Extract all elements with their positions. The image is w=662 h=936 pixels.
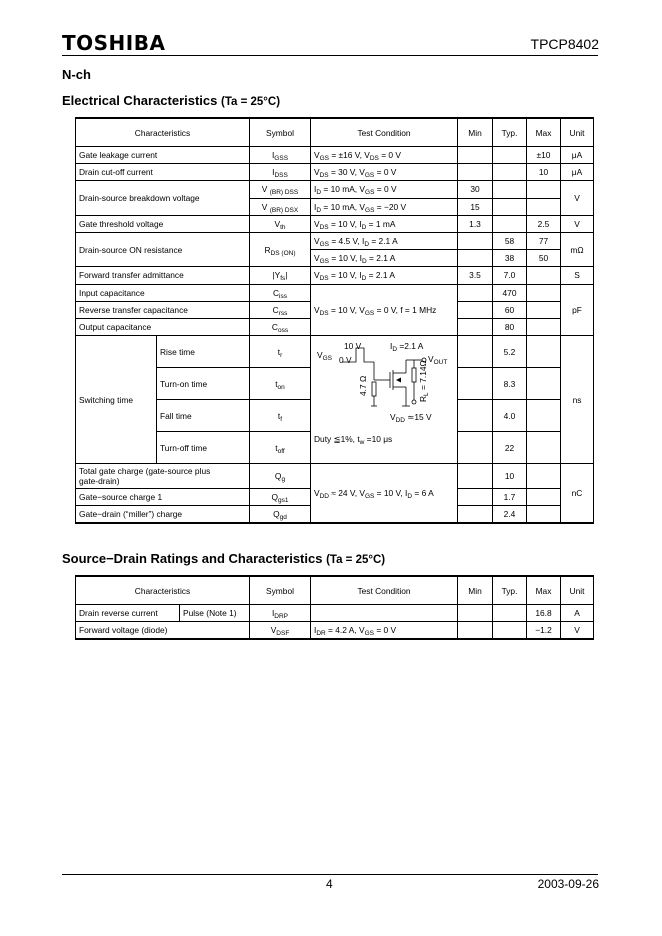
symbol: V $_{(BR) DSX}$	[250, 198, 311, 215]
unit-value: A	[561, 605, 594, 622]
symbol: $t_{on}$	[250, 368, 311, 400]
test-condition	[311, 605, 458, 622]
max-value	[527, 301, 561, 318]
electrical-title	[62, 93, 280, 108]
char-name: Switching time	[76, 336, 157, 464]
unit-value: nC	[561, 464, 594, 524]
typ-value	[493, 147, 527, 164]
electrical-condition: (Ta = 25°C)	[221, 96, 281, 108]
max-value	[527, 506, 561, 524]
test-condition: $I_{DR} = 4.2$ A, $V_{GS} = 0$ V	[311, 622, 458, 640]
max-value	[527, 284, 561, 301]
col-test: Test Condition	[311, 576, 458, 605]
typ-value	[493, 198, 527, 215]
test-condition: $I_D = 10$ mA, $V_{GS} = -20$ V	[311, 198, 458, 215]
symbol: $t_f$	[250, 400, 311, 432]
max-value	[527, 267, 561, 284]
typ-value: 7.0	[493, 267, 527, 284]
typ-value: 5.2	[493, 336, 527, 368]
table-row	[76, 232, 594, 249]
part-number: TPCP8402	[530, 36, 599, 52]
typ-value: 8.3	[493, 368, 527, 400]
min-value: 30	[458, 181, 493, 198]
vdd-label: $V_{DD}$ ≃15 V	[390, 412, 432, 425]
symbol: $C_{oss}$	[250, 318, 311, 335]
symbol: $R_{DS (ON)}$	[250, 232, 311, 266]
typ-value	[493, 181, 527, 198]
sub-char-name: Turn-on time	[157, 368, 250, 400]
sub-char-name: Turn-off time	[157, 432, 250, 464]
pulse-low-label: 0 V	[339, 355, 352, 366]
test-condition: $V_{DS} = 30$ V, $V_{GS} = 0$ V	[311, 164, 458, 181]
pulse-high-label: 10 V	[344, 341, 362, 352]
char-name: Total gate charge (gate-source plus gate-drain)	[76, 464, 250, 489]
sub-char-name: Fall time	[157, 400, 250, 432]
col-symbol: Symbol	[250, 118, 311, 147]
table-row	[76, 267, 594, 284]
max-value: 50	[527, 250, 561, 267]
col-characteristics: Characteristics	[76, 118, 250, 147]
char-name: Gate threshold voltage	[76, 215, 250, 232]
min-value	[458, 506, 493, 524]
typ-value: 38	[493, 250, 527, 267]
unit-value: V	[561, 215, 594, 232]
typ-value: 1.7	[493, 489, 527, 506]
vgs-label: $V_{GS}$	[317, 350, 332, 363]
min-value	[458, 232, 493, 249]
symbol: $t_r$	[250, 336, 311, 368]
unit-value: μA	[561, 147, 594, 164]
unit-value: S	[561, 267, 594, 284]
max-value	[527, 336, 561, 368]
typ-value: 10	[493, 464, 527, 489]
load-resistor-label: $R_L = 7.14\Omega$	[418, 360, 430, 403]
electrical-title-text: Electrical Characteristics	[62, 93, 218, 108]
col-max: Max	[527, 576, 561, 605]
col-typ: Typ.	[493, 118, 527, 147]
table-header-row	[76, 118, 594, 147]
char-name: Gate−drain (“miller”) charge	[76, 506, 250, 524]
electrical-characteristics-table	[75, 117, 594, 524]
col-symbol: Symbol	[250, 576, 311, 605]
col-unit: Unit	[561, 118, 594, 147]
pulse-note: Pulse (Note 1)	[180, 605, 250, 622]
test-condition: $V_{DS} = 10$ V, $V_{GS} = 0$ V, f = 1 MHz	[311, 284, 458, 336]
symbol: $I_{GSS}$	[250, 147, 311, 164]
symbol: $V_{DSF}$	[250, 622, 311, 640]
min-value	[458, 368, 493, 400]
min-value: 3.5	[458, 267, 493, 284]
col-typ: Typ.	[493, 576, 527, 605]
min-value	[458, 301, 493, 318]
char-name: Drain-source breakdown voltage	[76, 181, 250, 215]
symbol: $C_{iss}$	[250, 284, 311, 301]
char-name: Forward transfer admittance	[76, 267, 250, 284]
typ-value: 60	[493, 301, 527, 318]
vdd-terminal	[412, 400, 416, 404]
unit-value: pF	[561, 284, 594, 336]
unit-value: mΩ	[561, 232, 594, 266]
char-name: Drain-source ON resistance	[76, 232, 250, 266]
typ-value: 22	[493, 432, 527, 464]
test-condition: $V_{DS} = 10$ V, $I_D = 2.1$ A	[311, 267, 458, 284]
test-condition: $V_{GS} = 4.5$ V, $I_D = 2.1$ A	[311, 232, 458, 249]
char-name: Gate−source charge 1	[76, 489, 250, 506]
min-value	[458, 622, 493, 640]
typ-value: 2.4	[493, 506, 527, 524]
switching-test-circuit	[311, 336, 458, 464]
unit-value: μA	[561, 164, 594, 181]
min-value	[458, 489, 493, 506]
vout-label: $V_{OUT}$	[428, 354, 448, 367]
min-value	[458, 318, 493, 335]
col-characteristics: Characteristics	[76, 576, 250, 605]
symbol: $Q_{gs1}$	[250, 489, 311, 506]
symbol: $Q_{gd}$	[250, 506, 311, 524]
footer-rule	[62, 874, 598, 875]
typ-value	[493, 164, 527, 181]
min-value	[458, 432, 493, 464]
unit-value: V	[561, 622, 594, 640]
col-test: Test Condition	[311, 118, 458, 147]
table-row	[76, 605, 594, 622]
min-value	[458, 605, 493, 622]
typ-value: 4.0	[493, 400, 527, 432]
min-value	[458, 284, 493, 301]
min-value	[458, 147, 493, 164]
max-value	[527, 318, 561, 335]
typ-value: 80	[493, 318, 527, 335]
max-value: 16.8	[527, 605, 561, 622]
unit-value: ns	[561, 336, 594, 464]
symbol: V $_{(BR) DSS}$	[250, 181, 311, 198]
sd-title-text: Source−Drain Ratings and Characteristics	[62, 551, 323, 566]
col-unit: Unit	[561, 576, 594, 605]
symbol: $Q_g$	[250, 464, 311, 489]
typ-value: 58	[493, 232, 527, 249]
max-value: 77	[527, 232, 561, 249]
char-name: Output capacitance	[76, 318, 250, 335]
char-name: Input capacitance	[76, 284, 250, 301]
max-value	[527, 464, 561, 489]
table-row	[76, 181, 594, 198]
min-value	[458, 400, 493, 432]
symbol: $I_{DSS}$	[250, 164, 311, 181]
min-value	[458, 336, 493, 368]
test-condition: $V_{DD} \approx 24$ V, $V_{GS} = 10$ V, $I_D = 6$ A	[311, 464, 458, 524]
max-value: ±10	[527, 147, 561, 164]
circuit-lines	[314, 340, 454, 426]
unit-value: V	[561, 181, 594, 215]
typ-value	[493, 622, 527, 640]
duty-note: Duty ≦1%, $t_w =10$ μs	[314, 434, 393, 447]
symbol: $|Y_{fs}|$	[250, 267, 311, 284]
col-min: Min	[458, 118, 493, 147]
col-max: Max	[527, 118, 561, 147]
test-condition: $V_{DS} = 10$ V, $I_D = 1$ mA	[311, 215, 458, 232]
col-min: Min	[458, 576, 493, 605]
test-condition: $V_{GS} = 10$ V, $I_D = 2.1$ A	[311, 250, 458, 267]
test-condition: $I_D = 10$ mA, $V_{GS} = 0$ V	[311, 181, 458, 198]
gate-resistor-label: 4.7 Ω	[358, 375, 368, 397]
max-value	[527, 432, 561, 464]
min-value	[458, 164, 493, 181]
max-value	[527, 181, 561, 198]
min-value: 15	[458, 198, 493, 215]
typ-value	[493, 605, 527, 622]
drain-current-label: $I_D =2.1$ A	[390, 341, 424, 354]
max-value	[527, 489, 561, 506]
char-name: Forward voltage (diode)	[76, 622, 250, 640]
footer-date: 2003-09-26	[537, 877, 599, 891]
symbol: $t_{off}$	[250, 432, 311, 464]
table-row	[76, 215, 594, 232]
max-value: −1.2	[527, 622, 561, 640]
max-value	[527, 400, 561, 432]
symbol: $C_{rss}$	[250, 301, 311, 318]
max-value	[527, 368, 561, 400]
sd-condition: (Ta = 25°C)	[326, 554, 386, 566]
char-name: Reverse transfer capacitance	[76, 301, 250, 318]
sub-char-name: Rise time	[157, 336, 250, 368]
min-value	[458, 464, 493, 489]
source-drain-table	[75, 575, 594, 640]
symbol: $V_{th}$	[250, 215, 311, 232]
char-name: Drain reverse current	[76, 605, 180, 622]
section-label: N-ch	[62, 67, 91, 82]
typ-value: 470	[493, 284, 527, 301]
table-row	[76, 284, 594, 301]
table-row	[76, 147, 594, 164]
sd-title	[62, 551, 385, 566]
symbol: $I_{DRP}$	[250, 605, 311, 622]
table-row	[76, 622, 594, 640]
test-condition: $V_{GS} = \pm 16$ V, $V_{DS} = 0$ V	[311, 147, 458, 164]
switching-circuit-diagram	[314, 340, 454, 426]
max-value: 2.5	[527, 215, 561, 232]
max-value	[527, 198, 561, 215]
min-value: 1.3	[458, 215, 493, 232]
toshiba-logo: TOSHIBA	[62, 31, 166, 55]
char-name: Drain cut-off current	[76, 164, 250, 181]
mosfet-arrow	[396, 378, 401, 383]
char-name: Gate leakage current	[76, 147, 250, 164]
table-row	[76, 464, 594, 489]
gate-resistor	[372, 382, 376, 396]
header-rule	[62, 55, 598, 56]
max-value: 10	[527, 164, 561, 181]
table-row	[76, 336, 594, 368]
page-number: 4	[326, 877, 333, 891]
table-row	[76, 164, 594, 181]
min-value	[458, 250, 493, 267]
load-resistor	[412, 368, 416, 382]
table-header-row	[76, 576, 594, 605]
typ-value	[493, 215, 527, 232]
